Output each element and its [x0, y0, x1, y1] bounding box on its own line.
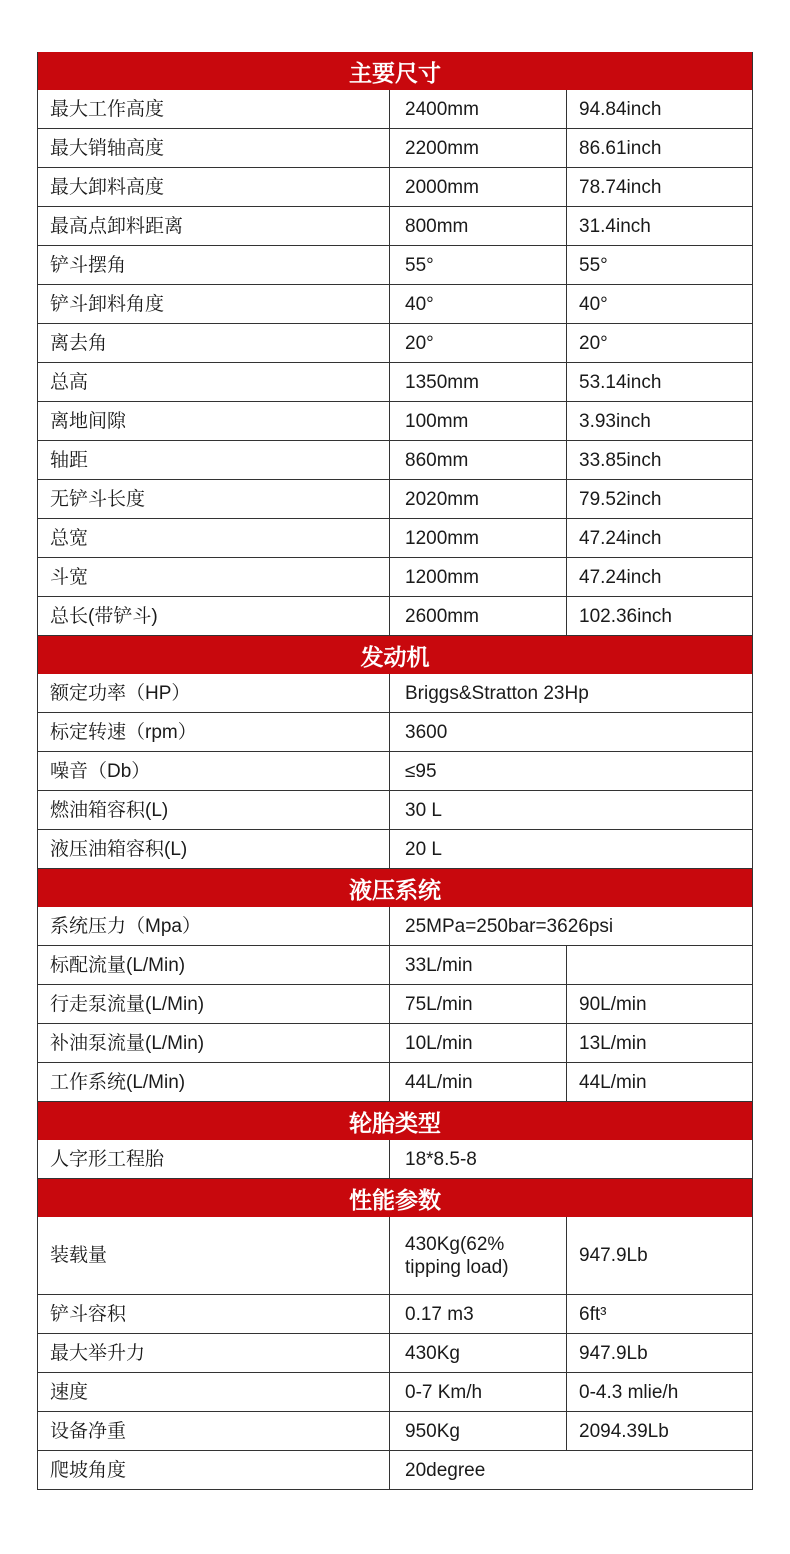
spec-value-metric: 2000mm	[390, 168, 567, 206]
spec-value-imperial: 13L/min	[579, 1032, 647, 1054]
spec-value-metric: 44L/min	[390, 1063, 567, 1101]
spec-value-imperial: 20°	[579, 332, 608, 354]
spec-value-metric: 55°	[390, 246, 567, 284]
spec-value-metric: 800mm	[390, 207, 567, 245]
table-row	[37, 168, 753, 207]
spec-value-imperial: 94.84inch	[579, 98, 662, 120]
spec-label: 系统压力（Mpa）	[38, 907, 390, 945]
spec-value-imperial: 6ft³	[579, 1303, 607, 1325]
table-row	[37, 752, 753, 791]
spec-label: 标定转速（rpm）	[38, 713, 390, 751]
spec-value-imperial	[567, 946, 752, 984]
spec-value-metric: 20 L	[405, 838, 442, 860]
spec-value-imperial: 947.9Lb	[579, 1245, 648, 1266]
spec-value-imperial: 2094.39Lb	[579, 1420, 669, 1442]
spec-value-metric: 860mm	[390, 441, 567, 479]
spec-value-imperial: 0-4.3 mlie/h	[579, 1381, 679, 1403]
spec-label: 总高	[38, 363, 390, 401]
spec-label: 设备净重	[38, 1412, 390, 1450]
spec-label: 最大销轴高度	[38, 129, 390, 167]
spec-value-metric: 1350mm	[390, 363, 567, 401]
table-row	[37, 1140, 753, 1179]
table-row	[37, 791, 753, 830]
spec-label: 铲斗卸料角度	[38, 285, 390, 323]
spec-value-metric: 3600	[405, 721, 448, 743]
spec-value-imperial: 90L/min	[579, 993, 647, 1015]
spec-value-imperial: 79.52inch	[579, 488, 662, 510]
spec-label: 液压油箱容积(L)	[38, 830, 390, 868]
table-row	[37, 558, 753, 597]
table-row	[37, 480, 753, 519]
spec-value-metric: 430Kg	[390, 1334, 567, 1372]
spec-value-metric: 30 L	[405, 799, 442, 821]
spec-value-metric: 20degree	[405, 1459, 486, 1481]
spec-value-metric: 0-7 Km/h	[390, 1373, 567, 1411]
spec-value-imperial: 947.9Lb	[579, 1342, 648, 1364]
spec-value-metric: 1200mm	[390, 519, 567, 557]
spec-value-metric: 33L/min	[390, 946, 567, 984]
spec-label: 总长(带铲斗)	[38, 597, 390, 635]
spec-value-imperial: 86.61inch	[579, 137, 662, 159]
table-row	[37, 1451, 753, 1490]
table-row	[37, 1334, 753, 1373]
spec-value-metric: 2020mm	[390, 480, 567, 518]
spec-label: 噪音（Db）	[38, 752, 390, 790]
spec-value-metric: 950Kg	[390, 1412, 567, 1450]
table-row	[37, 830, 753, 869]
spec-value-imperial: 31.4inch	[579, 215, 651, 237]
spec-label: 总宽	[38, 519, 390, 557]
table-row	[37, 1217, 753, 1295]
table-row	[37, 246, 753, 285]
table-row	[37, 713, 753, 752]
spec-value-imperial: 44L/min	[579, 1071, 647, 1093]
spec-value-metric: 40°	[390, 285, 567, 323]
spec-value-imperial: 3.93inch	[579, 410, 651, 432]
spec-value-metric: ≤95	[405, 760, 437, 782]
spec-label: 爬坡角度	[38, 1451, 390, 1489]
table-row	[37, 207, 753, 246]
table-row	[37, 519, 753, 558]
table-row	[37, 907, 753, 946]
spec-value-metric: 2600mm	[390, 597, 567, 635]
spec-label: 速度	[38, 1373, 390, 1411]
table-row	[37, 285, 753, 324]
spec-label: 轴距	[38, 441, 390, 479]
table-row	[37, 90, 753, 129]
table-row	[37, 363, 753, 402]
spec-value-metric: 2400mm	[390, 90, 567, 128]
spec-value-imperial: 47.24inch	[579, 566, 662, 588]
table-row	[37, 1024, 753, 1063]
spec-value-imperial: 78.74inch	[579, 176, 662, 198]
spec-label: 离地间隙	[38, 402, 390, 440]
table-row	[37, 441, 753, 480]
spec-value-metric: 75L/min	[390, 985, 567, 1023]
spec-value-metric: 25MPa=250bar=3626psi	[405, 915, 614, 937]
table-row	[37, 129, 753, 168]
spec-value-imperial: 53.14inch	[579, 371, 662, 393]
table-row	[37, 1412, 753, 1451]
table-row	[37, 324, 753, 363]
table-row	[37, 674, 753, 713]
section-header: 液压系统	[37, 869, 753, 907]
spec-label: 装载量	[38, 1217, 390, 1294]
spec-label: 最大工作高度	[38, 90, 390, 128]
table-row	[37, 597, 753, 636]
spec-value-metric: 18*8.5-8	[405, 1148, 477, 1170]
spec-label: 最大举升力	[38, 1334, 390, 1372]
spec-label: 行走泵流量(L/Min)	[38, 985, 390, 1023]
table-row	[37, 1295, 753, 1334]
spec-value-metric: 100mm	[390, 402, 567, 440]
spec-label: 额定功率（HP）	[38, 674, 390, 712]
spec-label: 铲斗容积	[38, 1295, 390, 1333]
spec-label: 最大卸料高度	[38, 168, 390, 206]
spec-value-imperial: 40°	[579, 293, 608, 315]
table-row	[37, 985, 753, 1024]
section-header: 轮胎类型	[37, 1102, 753, 1140]
table-row	[37, 402, 753, 441]
spec-value-metric: 1200mm	[390, 558, 567, 596]
spec-label: 燃油箱容积(L)	[38, 791, 390, 829]
spec-label: 斗宽	[38, 558, 390, 596]
spec-value-metric: Briggs&Stratton 23Hp	[405, 682, 589, 704]
spec-label: 标配流量(L/Min)	[38, 946, 390, 984]
spec-label: 工作系统(L/Min)	[38, 1063, 390, 1101]
spec-value-metric: 10L/min	[390, 1024, 567, 1062]
spec-value-imperial: 102.36inch	[579, 605, 672, 627]
section-header: 性能参数	[37, 1179, 753, 1217]
spec-label: 离去角	[38, 324, 390, 362]
spec-value-imperial: 47.24inch	[579, 527, 662, 549]
spec-value-metric: 430Kg(62% tipping load)	[390, 1217, 567, 1294]
spec-label: 最高点卸料距离	[38, 207, 390, 245]
table-row	[37, 946, 753, 985]
spec-value-imperial: 33.85inch	[579, 449, 662, 471]
section-header: 主要尺寸	[37, 52, 753, 90]
spec-table	[37, 52, 753, 1490]
table-row	[37, 1373, 753, 1412]
spec-value-metric: 0.17 m3	[390, 1295, 567, 1333]
spec-label: 铲斗摆角	[38, 246, 390, 284]
table-row	[37, 1063, 753, 1102]
spec-value-metric: 2200mm	[390, 129, 567, 167]
spec-label: 无铲斗长度	[38, 480, 390, 518]
spec-label: 补油泵流量(L/Min)	[38, 1024, 390, 1062]
spec-label: 人字形工程胎	[38, 1140, 390, 1178]
spec-value-imperial: 55°	[579, 254, 608, 276]
section-header: 发动机	[37, 636, 753, 674]
spec-value-metric: 20°	[390, 324, 567, 362]
